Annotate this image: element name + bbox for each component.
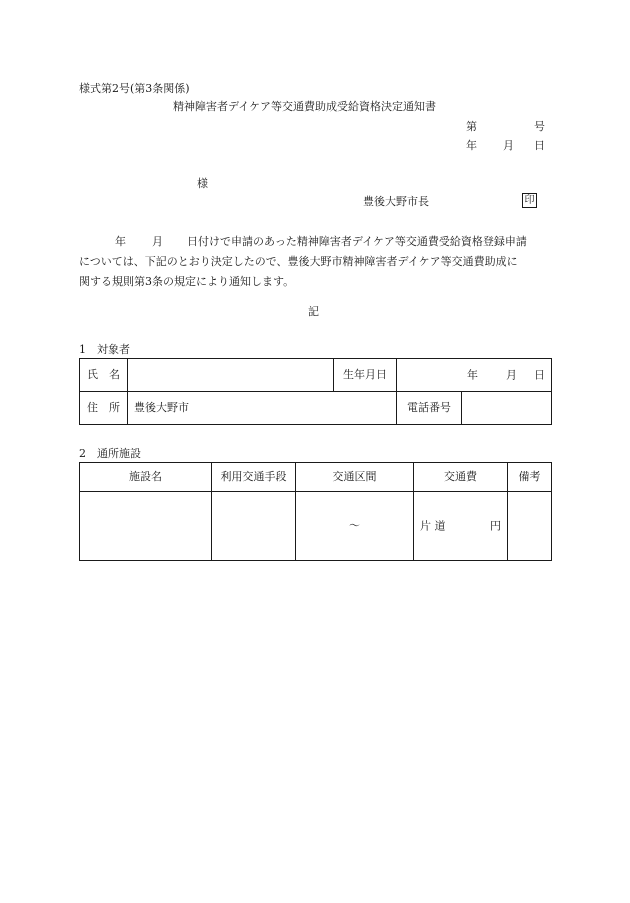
phone-label: 電話番号 xyxy=(397,392,462,425)
facility-table xyxy=(79,462,552,561)
address-value: 豊後大野市 xyxy=(128,392,397,425)
issue-date-month: 月 xyxy=(503,139,514,152)
recipient-suffix: 様 xyxy=(197,177,208,190)
fare-unit: 円 xyxy=(490,519,501,533)
route-value: ～ xyxy=(296,492,414,561)
name-value xyxy=(128,359,334,392)
transport-value xyxy=(212,492,296,561)
notice-body xyxy=(79,232,551,292)
phone-value xyxy=(462,392,552,425)
birthdate-label: 生年月日 xyxy=(334,359,397,392)
address-label: 住 所 xyxy=(80,392,128,425)
document-title: 精神障害者デイケア等交通費助成受給資格決定通知書 xyxy=(173,100,437,113)
col-remarks: 備考 xyxy=(508,463,552,492)
birth-month: 月 xyxy=(506,368,517,382)
col-transport: 利用交通手段 xyxy=(212,463,296,492)
form-id: 様式第2号(第3条関係) xyxy=(79,82,190,95)
notice-line-1 xyxy=(79,232,551,252)
ki-heading: 記 xyxy=(308,305,319,318)
issue-date-day: 日 xyxy=(534,139,545,152)
fare-value xyxy=(414,492,508,561)
col-fare: 交通費 xyxy=(414,463,508,492)
name-label: 氏 名 xyxy=(80,359,128,392)
col-route: 交通区間 xyxy=(296,463,414,492)
birth-year: 年 xyxy=(467,368,478,382)
table-header-row xyxy=(80,463,552,492)
table-row xyxy=(80,392,552,425)
issuer-name: 豊後大野市長 xyxy=(363,195,429,208)
issue-number-prefix: 第 xyxy=(466,120,477,133)
birth-day: 日 xyxy=(534,368,545,382)
col-facility-name: 施設名 xyxy=(80,463,212,492)
birthdate-value xyxy=(397,359,552,392)
notice-line-3: 関する規則第3条の規定により通知します。 xyxy=(79,275,295,288)
subject-table xyxy=(79,358,552,425)
facility-name-value xyxy=(80,492,212,561)
fare-prefix: 片 道 xyxy=(420,519,446,533)
seal-mark: 印 xyxy=(522,193,537,208)
table-row xyxy=(80,492,552,561)
section-1-heading: 1 対象者 xyxy=(79,343,130,356)
section-2-heading: 2 通所施設 xyxy=(79,447,141,460)
notice-line-2: については、下記のとおり決定したので、豊後大野市精神障害者デイケア等交通費助成に xyxy=(79,255,518,268)
table-row xyxy=(80,359,552,392)
notice-line-1-text: 日付けで申請のあった精神障害者デイケア等交通費受給資格登録申請 xyxy=(187,235,527,248)
issue-date-year: 年 xyxy=(466,139,477,152)
notice-year: 年 xyxy=(115,235,126,248)
notice-month: 月 xyxy=(152,235,163,248)
remarks-value xyxy=(508,492,552,561)
issue-number-suffix: 号 xyxy=(534,120,545,133)
